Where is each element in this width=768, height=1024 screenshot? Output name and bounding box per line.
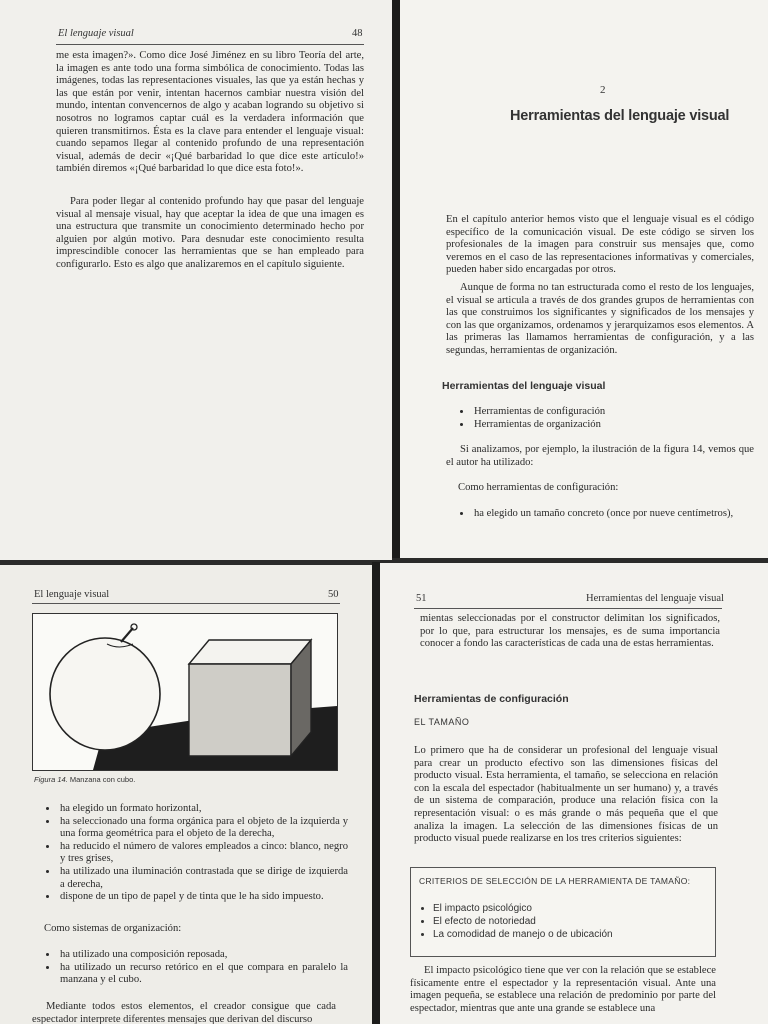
paragraph: Aunque de forma no tan estructurada como el resto de los lenguajes, el visual se articula a través de dos grandes grupos de herramientas con las que construimos los significantes y significados de los mensajes y con las que organizamos, ordenamos y jerarquizamos esos elementos. A las primeras las llamamos herramientas de configuración, y a las segundas, herramientas de organización. <box>446 282 754 356</box>
figure-caption-text: Manzana con cubo. <box>69 775 136 784</box>
organization-list <box>44 949 348 987</box>
paragraph: Si analizamos, por ejemplo, la ilustración de la figura 14, vemos que el autor ha utilizado: <box>446 444 754 468</box>
paragraph: El impacto psicológico tiene que ver con la relación que se establece físicamente entre el espectador y la representación visual. Ante una imagen pequeña, se establece una relación de predominio por parte del espectador, mientras que ante una grande se establece una <box>410 965 716 1014</box>
figure-14-illustration <box>32 613 338 771</box>
book-spine-top <box>392 0 400 562</box>
running-head: El lenguaje visual <box>58 28 134 39</box>
paragraph: Como sistemas de organización: <box>44 923 182 934</box>
list-item: • ha utilizado una iluminación contrastada que se dirige de izquierda a derecha, <box>58 866 348 891</box>
list-item: • ha utilizado una composición reposada, <box>58 949 348 962</box>
criteria-box <box>410 867 716 957</box>
section-heading: Herramientas de configuración <box>414 693 569 705</box>
list-item: • ha elegido un tamaño concreto (once por nueve centímetros), <box>472 508 768 521</box>
apple-shape <box>50 638 160 750</box>
list-item: • Herramientas de configuración <box>472 406 752 419</box>
paragraph: Como herramientas de configuración: <box>458 482 619 493</box>
figure-caption-label: Figura 14. <box>34 775 68 784</box>
list-item: • Herramientas de organización <box>472 419 752 432</box>
chapter-title: Herramientas del lenguaje visual <box>510 108 730 124</box>
list-item: • El efecto de notoriedad <box>433 915 613 928</box>
paragraph: mientas seleccionadas por el constructor delimitan los significados, por lo que, para estructurar los mensajes, es de suma importancia conocer a fondo las características de cada una de estas herramientas. <box>420 613 720 650</box>
apple-stem <box>121 628 133 642</box>
list-item: • ha seleccionado una forma orgánica para el objeto de la izquierda y una forma geométrica para el objeto de la derecha, <box>58 816 348 841</box>
box-title: CRITERIOS DE SELECCIÓN DE LA HERRAMIENTA DE TAMAÑO: <box>419 876 691 886</box>
cube-top-face <box>189 640 311 664</box>
page-49 <box>400 0 768 558</box>
cube-front-face <box>189 664 291 756</box>
page-51 <box>380 563 768 1024</box>
list-item: • La comodidad de manejo o de ubicación <box>433 928 613 941</box>
running-head: Herramientas del lenguaje visual <box>586 593 724 604</box>
paragraph: Para poder llegar al contenido profundo hay que pasar del lenguaje visual al mensaje visual, hay que aceptar la idea de que una imagen es una estructura que transmite un conocimiento determinado hecho por alguien por algún motivo. Para desnudar este conocimiento resulta imprescindible conocer las herramientas que se han empleado para configurarlo. Esto es algo que analizaremos en el capítulo siguiente. <box>56 196 364 270</box>
config-list <box>44 803 348 904</box>
section-heading: Herramientas del lenguaje visual <box>442 380 606 392</box>
header-rule <box>414 608 722 609</box>
page-number: 48 <box>352 28 363 39</box>
criteria-list <box>423 902 613 941</box>
list-item: • ha reducido el número de valores empleados a cinco: blanco, negro y tres grises, <box>58 841 348 866</box>
page-48 <box>0 0 392 560</box>
page-50 <box>0 565 372 1024</box>
running-head: El lenguaje visual <box>34 589 110 600</box>
subheading: EL TAMAÑO <box>414 717 470 727</box>
header-rule <box>32 603 340 604</box>
figure-caption <box>34 775 135 784</box>
chapter-number: 2 <box>600 84 606 96</box>
list-item: • dispone de un tipo de papel y de tinta que le ha sido impuesto. <box>58 891 348 904</box>
header-rule <box>56 44 364 45</box>
book-spine-bottom <box>372 562 380 1024</box>
apple-and-cube-drawing <box>33 614 337 770</box>
paragraph: Lo primero que ha de considerar un profesional del lenguaje visual para crear un producto efectivo son las dimensiones físicas del producto visual. Esta herramienta, el tamaño, se selecciona en relación con la escala del espectador (habitualmente un ser humano) y, a través de un sistema de comparación, produce una relación física con la representación visual: o es más grande o más pequeña que el que analiza la imagen. La selección de las dimensiones físicas de un producto visual puede realizarse en los tres criterios siguientes: <box>414 745 718 845</box>
apple-stem-tip <box>131 624 137 630</box>
page-number: 50 <box>328 589 339 600</box>
page-number: 51 <box>416 593 427 604</box>
paragraph: En el capítulo anterior hemos visto que el lenguaje visual es el código específico de la comunicación visual. De este código se sirven los profesionales de la imagen para construir sus mensajes que, como veremos en el caso de las representaciones informativas y comerciales, pueden haber sido encargadas por otros. <box>446 214 754 276</box>
paragraph: me esta imagen?». Como dice José Jiménez en su libro Teoría del arte, la imagen es ante todo una forma simbólica de conocimiento. Todas las imágenes, todas las representaciones visuales, las que ya están hechas y las que están por venir, intentan hacernos cambiar nuestra visión del mundo, intentan convencernos de algo y acaban logrando su objetivo si nosotros no logramos captar cuál es la verdadera información que quieren transmitirnos. Ésta es la clave para entender el lenguaje visual: cuando sepamos llegar al contenido profundo de una representación visual, además de decir «¡Qué barbaridad lo que dice este artículo!» también diremos «¡Qué barbaridad lo que dice esta foto!». <box>56 50 364 175</box>
list-item: • El impacto psicológico <box>433 902 613 915</box>
tools-list <box>458 406 752 431</box>
list-item: • ha utilizado un recurso retórico en el que compara en paralelo la manzana y el cubo. <box>58 962 348 987</box>
list-item: • ha elegido un formato horizontal, <box>58 803 348 816</box>
config-list-partial <box>458 508 768 521</box>
paragraph: Mediante todos estos elementos, el creador consigue que cada espectador interprete diferentes mensajes que derivan del discurso <box>32 1001 336 1024</box>
